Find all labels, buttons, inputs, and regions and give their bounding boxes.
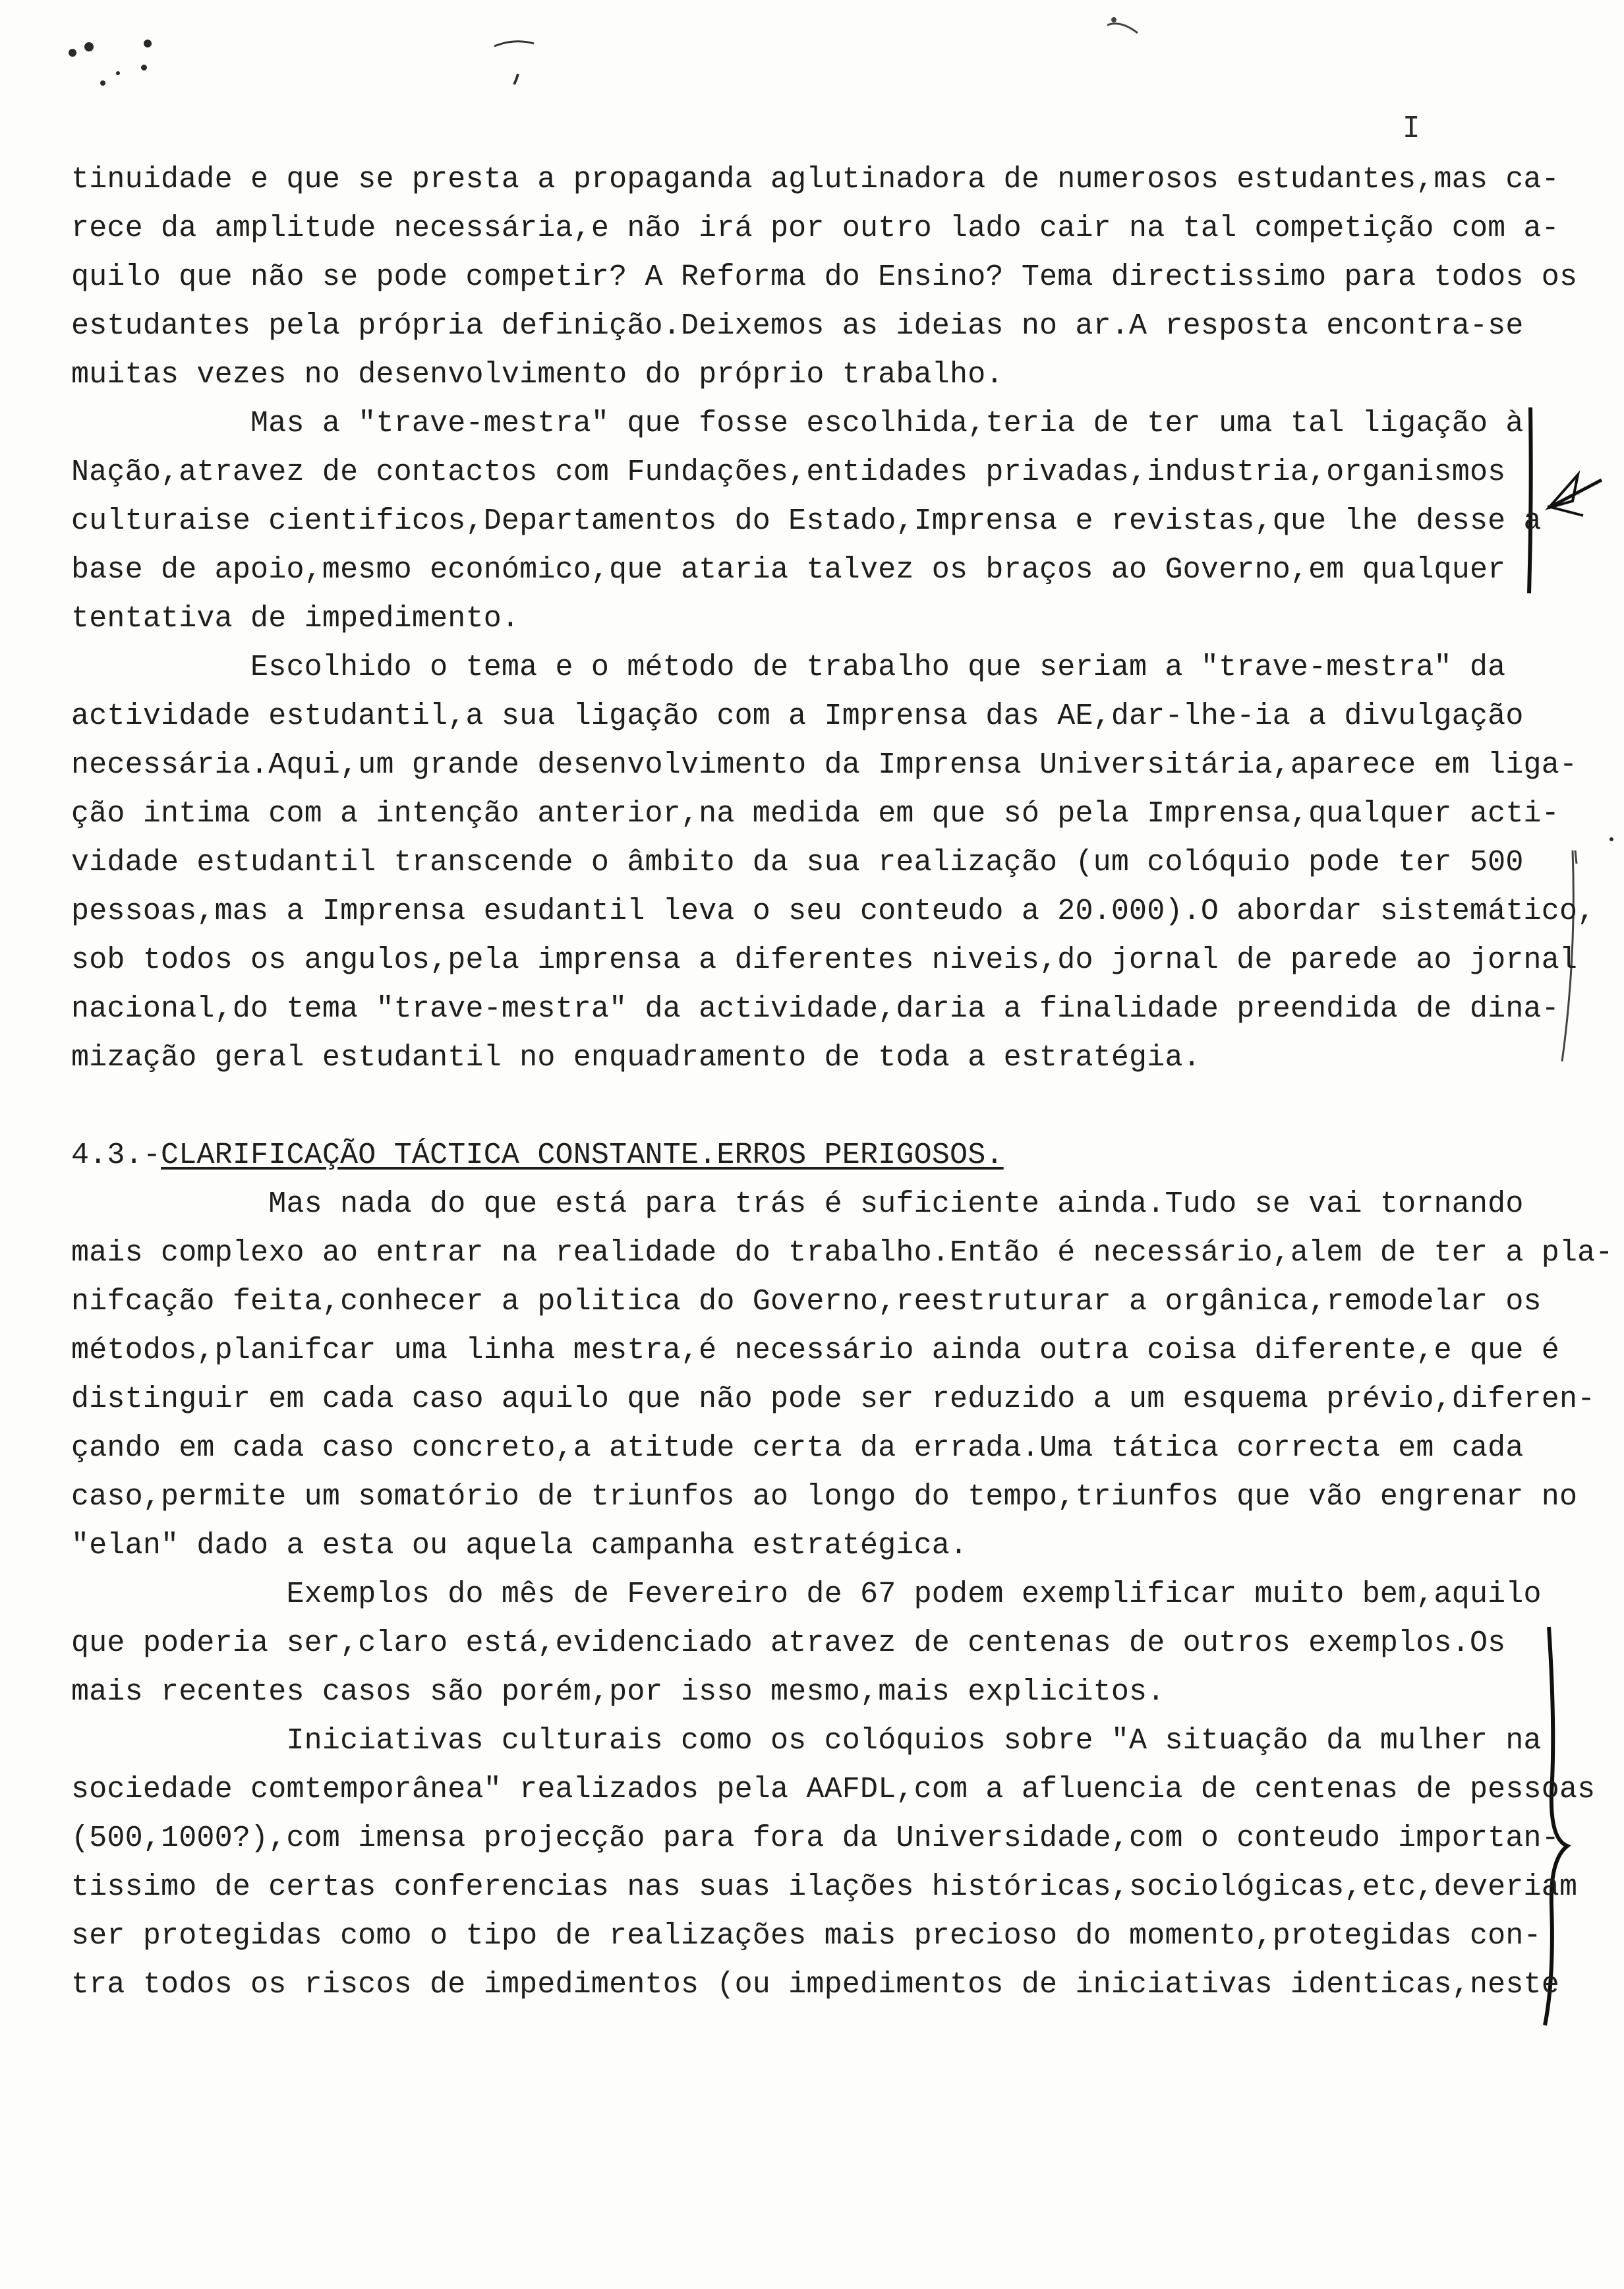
- pen-mark: [488, 26, 567, 92]
- paragraph: [71, 400, 1561, 643]
- text-line: çando em cada caso concreto,a atitude certa da errada.Uma tática correcta em cada: [71, 1431, 1524, 1465]
- text-line: estudantes pela própria definição.Deixemos as ideias no ar.A resposta encontra-se: [71, 309, 1524, 343]
- text-line: mais complexo ao entrar na realidade do trabalho.Então é necessário,alem de ter a pla-: [71, 1236, 1613, 1270]
- text-line: pessoas,mas a Imprensa esudantil leva o seu conteudo a 20.000).O abordar sistemático,: [71, 895, 1596, 928]
- text-line: mização geral estudantil no enquadramento de toda a estratégia.: [71, 1041, 1201, 1075]
- text-line: tra todos os riscos de impedimentos (ou impedimentos de iniciativas identicas,neste: [71, 1968, 1559, 2002]
- text-line: mais recentes casos são porém,por isso mesmo,mais explicitos.: [71, 1675, 1165, 1709]
- section-title: CLARIFICAÇÃO TÁCTICA CONSTANTE.ERROS PERIGOSOS.: [161, 1139, 1004, 1172]
- text-line: base de apoio,mesmo económico,que ataria talvez os braços ao Governo,em qualquer: [71, 553, 1506, 587]
- ink-speck: [144, 40, 152, 47]
- section-heading: [71, 1131, 1561, 1180]
- paragraph: [71, 643, 1596, 1083]
- text-line: ção intima com a intenção anterior,na medida em que só pela Imprensa,qualquer acti-: [71, 797, 1559, 831]
- text-line: tissimo de certas conferencias nas suas ilações históricas,sociológicas,etc,deveriam: [71, 1870, 1578, 1904]
- text-line: Iniciativas culturais como os colóquios sobre "A situação da mulher na: [71, 1724, 1542, 1758]
- ink-speck: [141, 65, 147, 71]
- text-line: rece da amplitude necessária,e não irá por outro lado cair na tal competição com a-: [71, 212, 1559, 245]
- text-line: (500,1000?),com imensa projecção para fora da Universidade,com o conteudo importan-: [71, 1822, 1559, 1855]
- text-line: "elan" dado a esta ou aquela campanha estratégica.: [71, 1529, 968, 1562]
- document-body: [71, 156, 1613, 2009]
- page-number: I: [1403, 111, 1420, 144]
- text-line: nacional,do tema "trave-mestra" da actividade,daria a finalidade preendida de dina-: [71, 992, 1559, 1026]
- text-line: tinuidade e que se presta a propaganda aglutinadora de numerosos estudantes,mas ca-: [71, 163, 1559, 196]
- paragraph: [71, 1570, 1561, 1717]
- text-line: sob todos os angulos,pela imprensa a diferentes niveis,do jornal de parede ao jornal: [71, 943, 1578, 977]
- text-line: caso,permite um somatório de triunfos ao longo do tempo,triunfos que vão engrenar no: [71, 1480, 1578, 1514]
- text-line: Nação,atravez de contactos com Fundações,entidades privadas,industria,organismos: [71, 456, 1506, 489]
- text-line: Escolhido o tema e o método de trabalho que seriam a "trave-mestra" da: [71, 651, 1506, 684]
- text-line: quilo que não se pode competir? A Reforma do Ensino? Tema directissimo para todos os: [71, 260, 1578, 294]
- text-line: vidade estudantil transcende o âmbito da sua realização (um colóquio pode ter 500: [71, 846, 1524, 879]
- text-line: distinguir em cada caso aquilo que não pode ser reduzido a um esquema prévio,diferen-: [71, 1382, 1596, 1416]
- text-line: ser protegidas como o tipo de realizações mais precioso do momento,protegidas con-: [71, 1919, 1542, 1953]
- text-line: culturaise cientificos,Departamentos do Estado,Imprensa e revistas,que lhe desse a: [71, 504, 1542, 538]
- paragraph: [71, 156, 1578, 400]
- ink-speck: [100, 80, 105, 86]
- spacer: [71, 1083, 1561, 1131]
- text-line: tentativa de impedimento.: [71, 602, 520, 636]
- pen-mark: [1094, 7, 1153, 46]
- text-line: métodos,planifcar uma linha mestra,é necessário ainda outra coisa diferente,e que é: [71, 1334, 1559, 1367]
- paragraph: [71, 1717, 1596, 2009]
- ink-speck: [69, 49, 76, 57]
- paragraph: [71, 1180, 1613, 1570]
- text-line: necessária.Aqui,um grande desenvolvimento da Imprensa Universitária,aparece em liga-: [71, 748, 1578, 782]
- ink-speck: [116, 71, 120, 75]
- ink-speck: [1610, 837, 1613, 841]
- text-line: actividade estudantil,a sua ligação com a Imprensa das AE,dar-lhe-ia a divulgação: [71, 699, 1524, 733]
- text-line: nifcação feita,conhecer a politica do Governo,reestruturar a orgânica,remodelar os: [71, 1285, 1542, 1319]
- text-line: Exemplos do mês de Fevereiro de 67 podem exemplificar muito bem,aquilo: [71, 1578, 1542, 1611]
- text-line: Mas a "trave-mestra" que fosse escolhida,teria de ter uma tal ligação à: [71, 407, 1524, 440]
- section-number: 4.3.-: [71, 1139, 161, 1172]
- ink-speck: [84, 42, 94, 51]
- text-line: Mas nada do que está para trás é suficiente ainda.Tudo se vai tornando: [71, 1187, 1524, 1221]
- text-line: sociedade comtemporânea" realizados pela AAFDL,com a afluencia de centenas de pessoas: [71, 1773, 1596, 1806]
- text-line: muitas vezes no desenvolvimento do próprio trabalho.: [71, 358, 1004, 392]
- text-line: que poderia ser,claro está,evidenciado atravez de centenas de outros exemplos.Os: [71, 1626, 1506, 1660]
